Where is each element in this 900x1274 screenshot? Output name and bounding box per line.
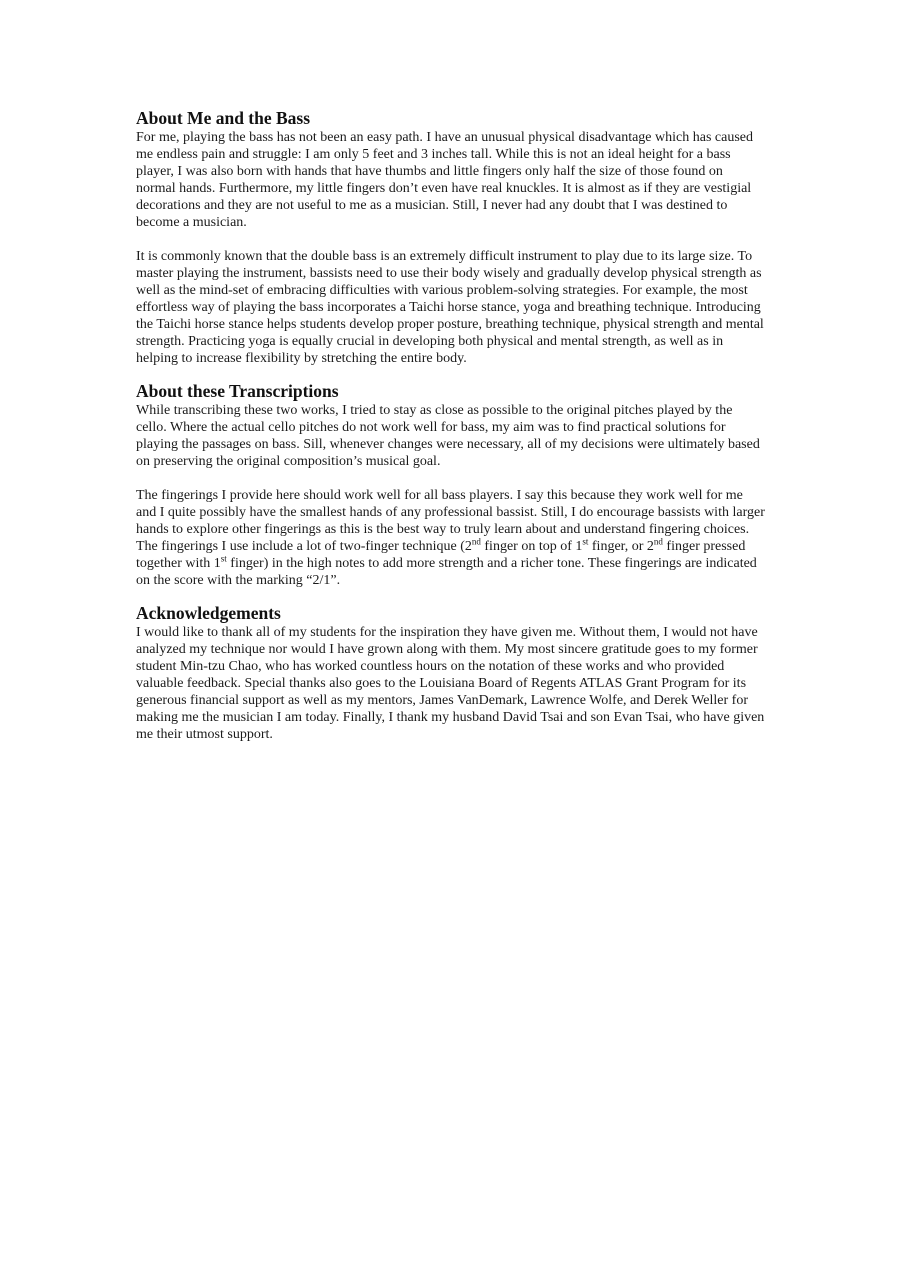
paragraph: While transcribing these two works, I tried to stay as close as possible to the original pitches played by the cello. Where the actual cello pitches do not work well for bass, my aim was to find practical solutions for playing the passages on bass. Sill, whenever changes were necessary, all of my decisions were ultimately based on preserving the original composition’s musical goal.: [136, 403, 760, 469]
document-page: [136, 108, 766, 757]
ordinal-suffix: st: [582, 536, 589, 547]
section-about-me: [136, 108, 766, 367]
paragraph: For me, playing the bass has not been an easy path. I have an unusual physical disadvantage which has caused me endless pain and struggle: I am only 5 feet and 3 inches tall. While this is not an ideal height for a bass player, I was also born with hands that have thumbs and little fingers only half the size of those found on normal hands. Furthermore, my little fingers don’t even have real knuckles. It is almost as if they are vestigial decorations and they are not useful to me as a musician. Still, I never had any doubt that I was destined to become a musician.: [136, 130, 753, 230]
section-acknowledgements: [136, 603, 766, 743]
paragraph: It is commonly known that the double bass is an extremely difficult instrument to play due to its large size. To master playing the instrument, bassists need to use their body wisely and gradually develop physical strength as well as the mind-set of embracing difficulties with various problem-solving strategies. For example, the most effortless way of playing the bass incorporates a Taichi horse stance, yoga and breathing technique. Introducing the Taichi horse stance helps students develop proper posture, breathing technique, physical strength and mental strength. Practicing yoga is equally crucial in developing both physical and mental strength, as well as in helping to increase flexibility by stretching the entire body.: [136, 249, 764, 366]
text-run: finger pressed together with 1: [136, 539, 746, 571]
text-run: finger on top of 1: [480, 539, 583, 554]
section-heading: About Me and the Bass: [136, 108, 311, 128]
text-run: finger, or 2: [588, 539, 654, 554]
ordinal-suffix: nd: [471, 536, 481, 547]
section-transcriptions: [136, 381, 766, 589]
section-heading: About these Transcriptions: [136, 381, 339, 401]
section-heading: Acknowledgements: [136, 603, 281, 623]
paragraph: I would like to thank all of my students for the inspiration they have given me. Without them, I would not have analyzed my technique nor would I have grown along with them. My most sincere gratitude goes to my former student Min-tzu Chao, who has worked countless hours on the notation of these works and who provided valuable feedback. Special thanks also goes to the Louisiana Board of Regents ATLAS Grant Program for its generous financial support as well as my mentors, James VanDemark, Lawrence Wolfe, and Derek Weller for making me the musician I am today. Finally, I thank my husband David Tsai and son Evan Tsai, who have given me their utmost support.: [136, 625, 765, 742]
text-run: finger) in the high notes to add more strength and a richer tone. These fingerings are indicated on the score with the marking “2/1”.: [136, 556, 757, 588]
paragraph-fingerings: [136, 487, 766, 589]
ordinal-suffix: nd: [653, 536, 663, 547]
ordinal-suffix: st: [220, 553, 227, 564]
text-run: The fingerings I provide here should work well for all bass players. I say this because they work well for me and I quite possibly have the smallest hands of any professional bassist. Still, I do encourage bassists with larger hands to explore other fingerings as this is the best way to truly learn about and understand fingering choices. The fingerings I use include a lot of two-finger technique (2: [136, 488, 765, 554]
